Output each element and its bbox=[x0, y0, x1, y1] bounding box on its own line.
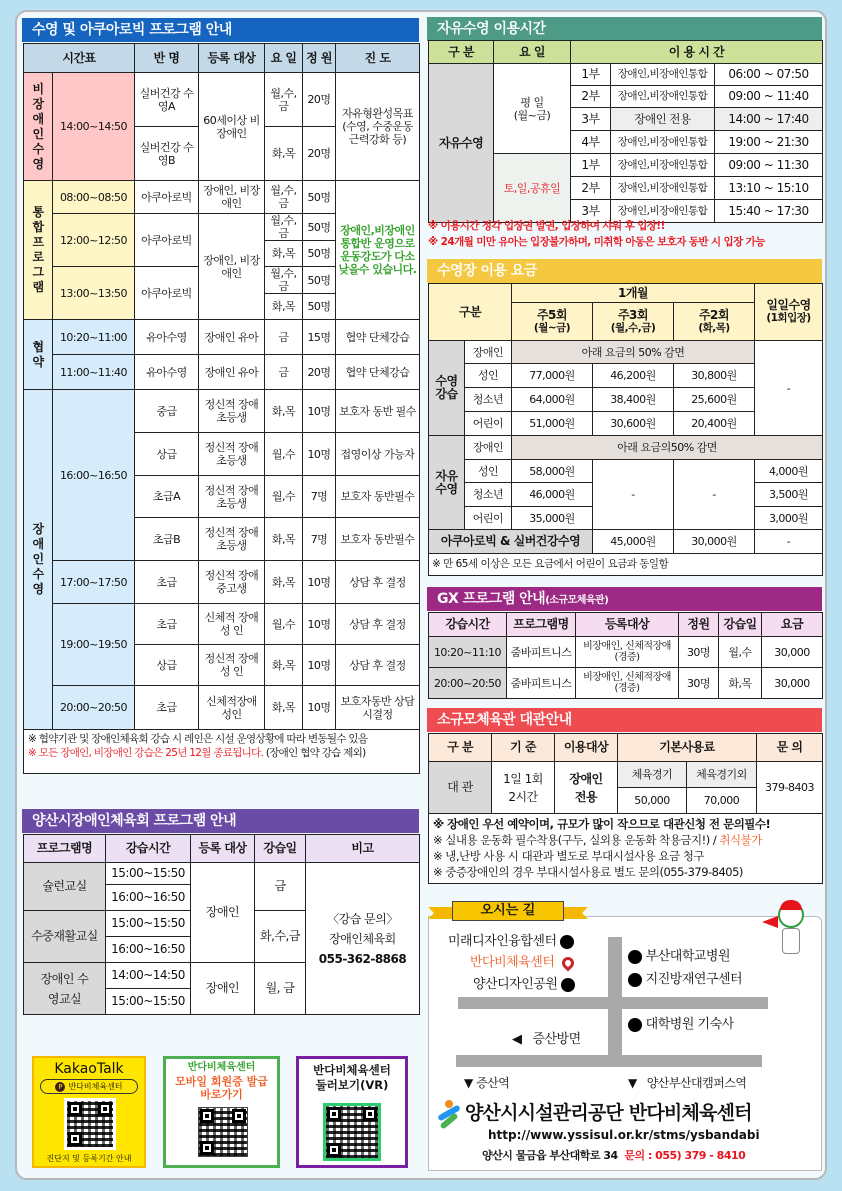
group-lesson: 수영강습 bbox=[429, 341, 465, 436]
fee-cell: 58,000원 bbox=[512, 460, 593, 483]
capacity-cell: 20명 bbox=[303, 127, 336, 181]
kakao-channel-icon: P bbox=[55, 1082, 65, 1092]
who-cell: 장애인 bbox=[465, 341, 512, 364]
capacity-cell: 10명 bbox=[303, 390, 336, 433]
arrow-down-icon: ▼ bbox=[628, 1076, 637, 1090]
time-cell: 19:00~19:50 bbox=[53, 604, 135, 686]
days-cell: 월,수,금 bbox=[265, 267, 303, 294]
gx-target: 비장애인, 신체적장애(경증) bbox=[576, 668, 679, 699]
vr-title: 반다비체육센터 bbox=[313, 1063, 391, 1077]
capacity-cell: 20명 bbox=[303, 73, 336, 127]
gx-table bbox=[428, 612, 823, 699]
assoc-col-target: 등록 대상 bbox=[191, 835, 255, 863]
gx-time: 10:20~11:10 bbox=[429, 637, 507, 668]
capacity-cell: 10명 bbox=[303, 561, 336, 604]
rental-col-fee: 기본사용료 bbox=[618, 734, 757, 762]
days-cell: 화,목 bbox=[265, 518, 303, 561]
association-title: 양산시장애인체육회 프로그램 안내 bbox=[22, 809, 419, 833]
gx-col-program: 프로그램명 bbox=[507, 613, 576, 637]
gx-title: GX 프로그램 안내(소규모체육관) bbox=[427, 587, 822, 611]
class-cell: 실버건강 수영A bbox=[135, 73, 199, 127]
fees-col-daily: 일일수영 (1회입장) bbox=[755, 284, 823, 341]
class-cell: 아쿠아로빅 bbox=[135, 181, 199, 214]
mascot-icon bbox=[762, 900, 814, 960]
col-hours: 이 용 시 간 bbox=[571, 41, 823, 64]
target-cell: 정신적 장애 중고생 bbox=[199, 561, 265, 604]
assoc-target: 장애인 bbox=[191, 863, 255, 963]
time-cell: 09:00 ~ 11:40 bbox=[715, 86, 823, 108]
fee-cell: 30,800원 bbox=[674, 364, 755, 388]
disabled-discount-note: 아래 요금의50% 감면 bbox=[512, 436, 823, 460]
class-cell: 초급 bbox=[135, 561, 199, 604]
fee-value-sports: 50,000 bbox=[618, 788, 687, 814]
place-bandabi-center: 반다비체육센터 bbox=[470, 955, 574, 971]
fee-cell: 46,000원 bbox=[512, 483, 593, 507]
progress-cell: 상담 후 결정 bbox=[336, 604, 420, 645]
days-cell: 월,수 bbox=[265, 476, 303, 518]
station-jeungsan: ▼ 증산역 bbox=[464, 1076, 510, 1090]
days-cell: 월,수 bbox=[265, 433, 303, 476]
target-cell: 정신적 장애 초등생 bbox=[199, 476, 265, 518]
qr-code-kakao[interactable] bbox=[64, 1098, 116, 1150]
arrow-down-icon: ▼ bbox=[464, 1076, 473, 1090]
fee-label-sports: 체육경기 bbox=[618, 762, 687, 788]
fees-note: ※ 만 65세 이상은 모든 요금에서 어린이 요금과 동일함 bbox=[429, 554, 823, 576]
progress-cell: 상담 후 결정 bbox=[336, 645, 420, 686]
qr-code-mobile-card[interactable] bbox=[198, 1107, 248, 1157]
progress-cell: 보호자동반 상담시결정 bbox=[336, 686, 420, 730]
free-swim-note-1: ※ 이용시간 정각 입장권 발권, 입장하여 샤워 후 입장!! bbox=[428, 220, 665, 232]
fees-col-2x: 주2회 (화,목) bbox=[674, 303, 755, 341]
type-cell: 장애인,비장애인통합 bbox=[611, 131, 715, 154]
station-campus: ▼ 양산부산대캠퍼스역 bbox=[628, 1076, 747, 1090]
capacity-cell: 50명 bbox=[303, 241, 336, 267]
assoc-time: 15:00~15:50 bbox=[106, 863, 191, 885]
gx-col-capacity: 정원 bbox=[679, 613, 719, 637]
rental-col-basis: 기 준 bbox=[492, 734, 555, 762]
fee-cell: 20,400원 bbox=[674, 412, 755, 436]
direction-jeungsan: ◀ 증산방면 bbox=[512, 1032, 581, 1047]
group-nondisabled-swim: 비장애인수영 bbox=[24, 73, 53, 181]
road-horizontal-2 bbox=[456, 1055, 762, 1067]
place-dot-icon bbox=[560, 935, 574, 949]
fee-cell: - bbox=[593, 460, 674, 530]
category-cell: 자유수영 bbox=[429, 64, 494, 223]
qr-card-mobile-card[interactable] bbox=[163, 1056, 280, 1168]
free-swim-table bbox=[428, 40, 823, 223]
type-cell: 장애인,비장애인통합 bbox=[611, 177, 715, 200]
mobile-card-line2: 바로가기 bbox=[200, 1088, 243, 1101]
target-cell: 장애인 유아 bbox=[199, 320, 265, 355]
fees-col-5x: 주5회 (월~금) bbox=[512, 303, 593, 341]
type-cell: 장애인,비장애인통합 bbox=[611, 86, 715, 108]
time-cell: 14:00~14:50 bbox=[53, 73, 135, 181]
days-cell: 화,목 bbox=[265, 294, 303, 320]
days-cell: 화,목 bbox=[265, 561, 303, 604]
part-cell: 1부 bbox=[571, 154, 611, 177]
class-cell: 아쿠아로빅 bbox=[135, 214, 199, 267]
place-future-design-center: 미래디자인융합센터 bbox=[448, 934, 574, 950]
target-cell: 장애인, 비장애인 bbox=[199, 214, 265, 320]
col-capacity: 정 원 bbox=[303, 44, 336, 73]
progress-cell: 협약 단체강습 bbox=[336, 320, 420, 355]
daily-cell: 3,000원 bbox=[755, 507, 823, 530]
kakao-channel: P 반다비체육센터 bbox=[40, 1079, 138, 1094]
class-cell: 초급B bbox=[135, 518, 199, 561]
road-horizontal-1 bbox=[458, 997, 768, 1009]
days-cell: 월,수,금 bbox=[265, 73, 303, 127]
org-url[interactable]: http://www.yssisul.or.kr/stms/ysbandabi bbox=[488, 1128, 760, 1142]
progress-cell: 보호자 동반필수 bbox=[336, 476, 420, 518]
class-cell: 아쿠아로빅 bbox=[135, 267, 199, 320]
rental-basis: 1일 1회 2시간 bbox=[492, 762, 555, 814]
association-table bbox=[23, 834, 420, 1015]
fee-cell: 35,000원 bbox=[512, 507, 593, 530]
target-cell: 신체적장애 성인 bbox=[199, 686, 265, 730]
gx-days: 월,수 bbox=[719, 637, 762, 668]
group-free-swim: 자유수영 bbox=[429, 436, 465, 530]
capacity-cell: 50명 bbox=[303, 294, 336, 320]
gx-target: 비장애인, 신체적장애(경증) bbox=[576, 637, 679, 668]
group-integrated: 통합프로그램 bbox=[24, 181, 53, 320]
capacity-cell: 50명 bbox=[303, 267, 336, 294]
time-cell: 15:40 ~ 17:30 bbox=[715, 200, 823, 223]
time-cell: 17:00~17:50 bbox=[53, 561, 135, 604]
days-cell: 월,수 bbox=[265, 604, 303, 645]
free-swim-title: 자유수영 이용시간 bbox=[427, 17, 822, 41]
days-cell: 화,목 bbox=[265, 390, 303, 433]
assoc-remark: 〈강습 문의〉 장애인체육회 055-362-8868 bbox=[306, 863, 420, 1015]
progress-cell: 자유형완성목표 (수영, 수중운동 근력강화 등) bbox=[336, 73, 420, 181]
assoc-days: 화,수,금 bbox=[255, 911, 306, 963]
part-cell: 2부 bbox=[571, 86, 611, 108]
time-cell: 19:00 ~ 21:30 bbox=[715, 131, 823, 154]
assoc-days: 금 bbox=[255, 863, 306, 911]
rental-type: 대 관 bbox=[429, 762, 492, 814]
part-cell: 1부 bbox=[571, 64, 611, 86]
progress-cell: 보호자 동반필수 bbox=[336, 518, 420, 561]
time-cell: 13:10 ~ 15:10 bbox=[715, 177, 823, 200]
time-cell: 10:20~11:00 bbox=[53, 320, 135, 355]
who-cell: 장애인 bbox=[465, 436, 512, 460]
who-cell: 성인 bbox=[465, 364, 512, 388]
program-notes: ※ 협약기관 및 장애인체육회 강습 시 레인은 시설 운영상황에 따라 변동될수 있음 ※ 모든 장애인, 비장애인 강습은 25년 12월 종료됩니다. (장애인 협약 강습 제외) bbox=[24, 730, 420, 774]
fee-cell: - bbox=[674, 460, 755, 530]
class-cell: 중급 bbox=[135, 390, 199, 433]
free-swim-note-2: ※ 24개월 미만 유아는 입장불가하며, 미취학 아동은 보호자 동반 시 입장 가능 bbox=[428, 236, 765, 248]
fee-cell: 64,000원 bbox=[512, 388, 593, 412]
fee-cell: 30,000원 bbox=[674, 530, 755, 554]
rental-col-type: 구 분 bbox=[429, 734, 492, 762]
assoc-col-days: 강습일 bbox=[255, 835, 306, 863]
target-cell: 신체적 장애 성 인 bbox=[199, 604, 265, 645]
fee-cell: 51,000원 bbox=[512, 412, 593, 436]
days-cell: 월,수,금 bbox=[265, 181, 303, 214]
col-day: 요 일 bbox=[494, 41, 571, 64]
assoc-program: 슐런교실 bbox=[24, 863, 106, 911]
daily-cell: 3,500원 bbox=[755, 483, 823, 507]
directions-title: 오시는 길 bbox=[452, 901, 564, 921]
days-cell: 금 bbox=[265, 355, 303, 390]
assoc-col-name: 프로그램명 bbox=[24, 835, 106, 863]
gx-capacity: 30명 bbox=[679, 668, 719, 699]
who-cell: 청소년 bbox=[465, 483, 512, 507]
weekend-cell: 토,일,공휴일 bbox=[494, 154, 571, 223]
col-class: 반 명 bbox=[135, 44, 199, 73]
mobile-card-line1: 모바일 회원증 발급 bbox=[175, 1075, 268, 1088]
capacity-cell: 7명 bbox=[303, 476, 336, 518]
part-cell: 4부 bbox=[571, 131, 611, 154]
fee-cell: 45,000원 bbox=[593, 530, 674, 554]
capacity-cell: 10명 bbox=[303, 433, 336, 476]
gx-program: 줌바피트니스 bbox=[507, 637, 576, 668]
fee-cell: 25,600원 bbox=[674, 388, 755, 412]
col-timetable: 시간표 bbox=[24, 44, 135, 73]
integrated-note: 장애인,비장애인 통합반 운영으로 운동강도가 다소 낮을수 있습니다. bbox=[336, 181, 420, 320]
place-dot-icon bbox=[561, 978, 575, 992]
place-seismic-center: 지진방재연구센터 bbox=[628, 972, 742, 988]
fees-title: 수영장 이용 요금 bbox=[427, 259, 822, 283]
gx-program: 줌바피트니스 bbox=[507, 668, 576, 699]
qr-card-kakao[interactable] bbox=[32, 1056, 146, 1168]
assoc-time: 16:00~16:50 bbox=[106, 885, 191, 911]
daily-cell: 4,000원 bbox=[755, 460, 823, 483]
gx-col-time: 강습시간 bbox=[429, 613, 507, 637]
capacity-cell: 50명 bbox=[303, 181, 336, 214]
part-cell: 3부 bbox=[571, 200, 611, 223]
assoc-col-time: 강습시간 bbox=[106, 835, 191, 863]
org-logo-icon bbox=[437, 1100, 461, 1130]
kakao-caption: 진단지 및 등록기간 안내 bbox=[46, 1154, 132, 1163]
capacity-cell: 10명 bbox=[303, 686, 336, 730]
type-cell: 장애인 전용 bbox=[611, 108, 715, 131]
assoc-days: 월, 금 bbox=[255, 963, 306, 1015]
rental-contact: 379-8403 bbox=[757, 762, 823, 814]
qr-card-vr[interactable] bbox=[296, 1056, 408, 1168]
gx-col-target: 등록대상 bbox=[576, 613, 679, 637]
part-cell: 2부 bbox=[571, 177, 611, 200]
target-cell: 60세이상 비장애인 bbox=[199, 73, 265, 181]
assoc-program: 수중재활교실 bbox=[24, 911, 106, 963]
place-design-park: 양산디자인공원 bbox=[473, 977, 575, 993]
days-cell: 금 bbox=[265, 320, 303, 355]
target-cell: 정신적 장애 초등생 bbox=[199, 390, 265, 433]
fees-col-category: 구분 bbox=[429, 284, 512, 341]
mobile-card-title: 반다비체육센터 bbox=[187, 1062, 256, 1073]
target-cell: 장애인, 비장애인 bbox=[199, 181, 265, 214]
fee-value-nonsports: 70,000 bbox=[687, 788, 757, 814]
gx-time: 20:00~20:50 bbox=[429, 668, 507, 699]
qr-code-vr[interactable] bbox=[323, 1103, 381, 1161]
gx-capacity: 30명 bbox=[679, 637, 719, 668]
place-hospital-dorm: 대학병원 기숙사 bbox=[628, 1017, 734, 1033]
class-cell: 초급 bbox=[135, 604, 199, 645]
assoc-time: 14:00~14:50 bbox=[106, 963, 191, 989]
capacity-cell: 20명 bbox=[303, 355, 336, 390]
days-cell: 화,목 bbox=[265, 127, 303, 181]
rental-notes: ※ 장애인 우선 예약이며, 규모가 많이 작으므로 대관신청 전 문의필수! ※ 실내용 운동화 필수착용(구두, 실외용 운동화 착용금지!) / 취식불가 ※ 냉,난방 사용 시 대관과 별도로 부대시설사용 요금 청구 ※ 중증장애인의 경우 부대시설사용료 별도 문의(055-379-8405) bbox=[429, 814, 823, 884]
assoc-time: 15:00~15:50 bbox=[106, 911, 191, 937]
time-cell: 11:00~11:40 bbox=[53, 355, 135, 390]
days-cell: 월,수,금 bbox=[265, 214, 303, 241]
class-cell: 초급 bbox=[135, 686, 199, 730]
assoc-col-remark: 비고 bbox=[306, 835, 420, 863]
capacity-cell: 10명 bbox=[303, 645, 336, 686]
program-section-title: 수영 및 아쿠아로빅 프로그램 안내 bbox=[22, 18, 419, 42]
fee-cell: 77,000원 bbox=[512, 364, 593, 388]
col-days: 요 일 bbox=[265, 44, 303, 73]
rental-table bbox=[428, 733, 823, 884]
org-name: 양산시시설관리공단 반다비체육센터 bbox=[465, 1102, 752, 1124]
group-agreement: 협약 bbox=[24, 320, 53, 390]
part-cell: 3부 bbox=[571, 108, 611, 131]
assoc-time: 15:00~15:50 bbox=[106, 989, 191, 1015]
progress-cell: 보호자 동반 필수 bbox=[336, 390, 420, 433]
gx-fee: 30,000 bbox=[762, 637, 823, 668]
target-cell: 정신적 장애 성 인 bbox=[199, 645, 265, 686]
directions-banner bbox=[428, 901, 588, 923]
progress-cell: 접영이상 가능자 bbox=[336, 433, 420, 476]
col-target: 등록 대상 bbox=[199, 44, 265, 73]
rental-target: 장애인 전용 bbox=[555, 762, 618, 814]
progress-cell: 협약 단체강습 bbox=[336, 355, 420, 390]
time-cell: 16:00~16:50 bbox=[53, 390, 135, 561]
who-cell: 성인 bbox=[465, 460, 512, 483]
place-dot-icon bbox=[628, 1018, 642, 1032]
daily-cell: - bbox=[755, 530, 823, 554]
capacity-cell: 15명 bbox=[303, 320, 336, 355]
gx-col-fee: 요금 bbox=[762, 613, 823, 637]
time-cell: 20:00~20:50 bbox=[53, 686, 135, 730]
type-cell: 장애인,비장애인통합 bbox=[611, 154, 715, 177]
who-cell: 어린이 bbox=[465, 412, 512, 436]
gx-days: 화,목 bbox=[719, 668, 762, 699]
time-cell: 08:00~08:50 bbox=[53, 181, 135, 214]
fees-col-3x: 주3회 (월,수,금) bbox=[593, 303, 674, 341]
col-progress: 진 도 bbox=[336, 44, 420, 73]
class-cell: 상급 bbox=[135, 645, 199, 686]
time-cell: 14:00 ~ 17:40 bbox=[715, 108, 823, 131]
place-pnu-hospital: 부산대학교병원 bbox=[628, 949, 730, 965]
place-dot-icon bbox=[628, 950, 642, 964]
vr-subtitle: 둘러보기(VR) bbox=[315, 1078, 389, 1092]
time-cell: 09:00 ~ 11:30 bbox=[715, 154, 823, 177]
time-cell: 13:00~13:50 bbox=[53, 267, 135, 320]
col-category: 구 분 bbox=[429, 41, 494, 64]
daily-cell: - bbox=[755, 341, 823, 436]
fee-cell: 30,600원 bbox=[593, 412, 674, 436]
kakaotalk-logo: KakaoTalk bbox=[54, 1061, 124, 1077]
fees-col-month: 1개월 bbox=[512, 284, 755, 303]
rental-col-contact: 문 의 bbox=[757, 734, 823, 762]
who-cell: 청소년 bbox=[465, 388, 512, 412]
type-cell: 장애인,비장애인통합 bbox=[611, 200, 715, 223]
time-cell: 06:00 ~ 07:50 bbox=[715, 64, 823, 86]
fee-label-nonsports: 체육경기외 bbox=[687, 762, 757, 788]
rental-col-target: 이용대상 bbox=[555, 734, 618, 762]
capacity-cell: 50명 bbox=[303, 214, 336, 241]
disabled-discount-note: 아래 요금의 50% 감면 bbox=[512, 341, 755, 364]
time-cell: 12:00~12:50 bbox=[53, 214, 135, 267]
target-cell: 장애인 유아 bbox=[199, 355, 265, 390]
who-cell: 어린이 bbox=[465, 507, 512, 530]
class-cell: 유아수영 bbox=[135, 355, 199, 390]
gx-fee: 30,000 bbox=[762, 668, 823, 699]
capacity-cell: 7명 bbox=[303, 518, 336, 561]
days-cell: 화,목 bbox=[265, 645, 303, 686]
capacity-cell: 10명 bbox=[303, 604, 336, 645]
class-cell: 실버건강 수영B bbox=[135, 127, 199, 181]
location-pin-icon bbox=[560, 954, 577, 971]
target-cell: 정신적 장애 초등생 bbox=[199, 518, 265, 561]
class-cell: 초급A bbox=[135, 476, 199, 518]
aqua-label: 아쿠아로빅 & 실버건강수영 bbox=[429, 530, 593, 554]
assoc-program: 장애인 수영교실 bbox=[24, 963, 106, 1015]
org-address-line: 양산시 물금읍 부산대학로 34 문의 : 055) 379 - 8410 bbox=[482, 1149, 746, 1162]
arrow-left-icon: ◀ bbox=[512, 1032, 522, 1047]
days-cell: 화,목 bbox=[265, 686, 303, 730]
assoc-target: 장애인 bbox=[191, 963, 255, 1015]
weekday-cell: 평 일 (월~금) bbox=[494, 64, 571, 154]
assoc-time: 16:00~16:50 bbox=[106, 937, 191, 963]
type-cell: 장애인,비장애인통합 bbox=[611, 64, 715, 86]
target-cell: 정신적 장애 초등생 bbox=[199, 433, 265, 476]
rental-title: 소규모체육관 대관안내 bbox=[427, 708, 822, 732]
class-cell: 유아수영 bbox=[135, 320, 199, 355]
days-cell: 화,목 bbox=[265, 241, 303, 267]
class-cell: 상급 bbox=[135, 433, 199, 476]
gx-col-days: 강습일 bbox=[719, 613, 762, 637]
fee-cell: 38,400원 bbox=[593, 388, 674, 412]
progress-cell: 상담 후 결정 bbox=[336, 561, 420, 604]
fee-cell: 46,200원 bbox=[593, 364, 674, 388]
place-dot-icon bbox=[628, 973, 642, 987]
fees-table bbox=[428, 283, 823, 576]
group-disabled-swim: 장애인수영 bbox=[24, 390, 53, 730]
program-table bbox=[23, 43, 420, 774]
